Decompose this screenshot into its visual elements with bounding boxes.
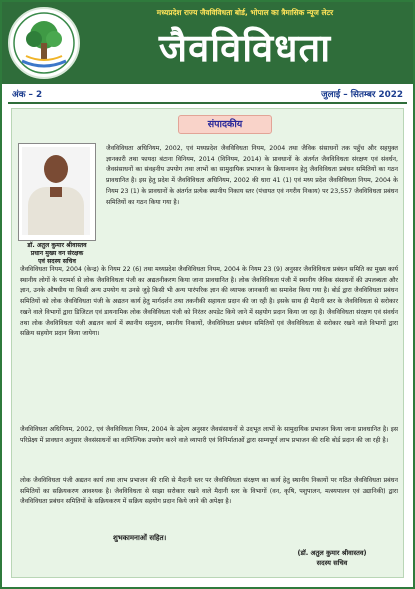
board-logo-icon <box>8 7 80 79</box>
caption-designation: प्रधान मुख्य वन संरक्षक <box>30 250 84 258</box>
caption-name: डॉ. अतुल कुमार श्रीवास्तव <box>27 242 87 249</box>
editorial-heading: संपादकीय <box>178 115 272 134</box>
newsletter-tagline: मध्यप्रदेश राज्य जैवविविधता बोर्ड, भोपाल का त्रैमासिक न्यूज लेटर <box>156 8 334 17</box>
signature-title: सदस्य सचिव <box>316 559 348 567</box>
signature-name: (डॉ. अतुल कुमार श्रीवास्तव) <box>297 549 367 557</box>
editorial-paragraph: जैवविविधता अधिनियम, 2002, एवं मध्यप्रदेश जैवविविधता नियम, 2004 तथा जैविक संसाधनों तक पहुँच और सहयुक्त ज्ञानकारी तथा फायदा बंटाना विनियम, 2014 (विनियम, 2014) के प्रावधानों के अंतर्गत जैवविविधता संरक्षण एवं संवर्धन, जैवसंसाधनों का संवहनीय उपयोग तथा लाभों का सामुदायिक प्रभाजन के क्रियान्वयन हेतु जैवविविधता प्रबंधन समितियों का गठन प्रावधानित है। इस हेतु प्रदेश में जैवविविधता अधिनियम, 2002 की धारा 41 (1) एवं मध्य प्रदेश जैवविविधता नियम, 2004 के नियम 23 (1) के प्रावधानों के अंतर्गत प्रत्येक स्थानीय निकाय स्तर (पंचायत एवं नगरीय निकाय) पर 23,557 जैवविविधता प्रबंधन समितियों का गठन किया गया है। <box>106 145 398 206</box>
newsletter-title: जैवविविधता <box>158 26 332 70</box>
author-photo-collar <box>50 187 62 197</box>
tree-globe-icon <box>10 9 78 77</box>
editorial-paragraph: लोक जैवविविधता पंजी अद्यतन कार्य तथा लाभ प्रभाजन की राशि से मैदानी स्तर पर जैवविविधता संरक्षण का कार्य हेतु स्थानीय निकायों पर गठित जैवविविधता प्रबंधन समितियों का सक्रियकरण आवश्यक है। जैवविविधता से साझा सरोकार रखने वाले मैदानी स्तर के विभागों (वन, कृषि, पशुपालन, मत्स्यपालन एवं उद्यानिकी) द्वारा जैवविविधता प्रबंधन समितियों के सक्रियकरण में सक्रिय सहयोग प्रदान किये जाने की अपेक्षा है। <box>20 477 398 506</box>
author-photo-caption <box>16 242 98 267</box>
caption-role: एवं सदस्य सचिव <box>38 258 76 266</box>
issue-number: अंक – 2 <box>12 90 43 100</box>
issue-divider <box>8 102 407 104</box>
closing-greeting: शुभकामनाओं सहित। <box>113 534 167 542</box>
issue-bar <box>8 87 407 103</box>
author-photo <box>22 147 90 235</box>
issue-period: जुलाई – सितम्बर 2022 <box>321 90 403 100</box>
editorial-paragraph: जैवविविधता अधिनियम, 2002, एवं जैवविविधता नियम, 2004 के उद्देश्य अनुसार जैवसंसाधनों से उदभूत लाभों के सामुदायिक प्रभाजन किया जाना प्रावधानित है। इस परिप्रेक्ष्य में प्रावधान अनुसार जैवसंसाधनों का वाणिज्यिक उपयोग करने वाले व्यापारी एवं विनिर्माताओं द्वारा साम्यपूर्ण लाभ प्रभाजन की राशि बोर्ड प्रदान की जा रही है। <box>20 426 398 444</box>
author-photo-head <box>44 155 68 183</box>
editorial-paragraph: जैवविविधता नियम, 2004 (केन्द्र) के नियम 22 (6) तथा मध्यप्रदेश जैवविविधता नियम, 2004 के नियम 23 (9) अनुसार जैवविविधता प्रबंधन समिति का मुख्य कार्य स्थानीय लोगों के परामर्श से लोक जैवविविधता पंजी का अद्यतनीकरण किया जाना प्रावधानित है। लोक जैवविविधता पंजी में स्थानीय जैविक संसाधनों की उपलब्धता और ज्ञान, उनके औषधीय या किसी अन्य उपयोग या उनसे जुड़े किसी भी अन्य पारंपरिक ज्ञान की व्यापक जानकारी का समावेश किया गया है। बोर्ड द्वारा जैवविविधता प्रबंधन समितियों को लोक जैवविविधता पंजी के अद्यतन कार्य हेतु मार्गदर्शन तथा तकनीकी सहायता प्रदान की जा रही है। इसके साथ ही मैदानी स्तर के जैवविविधता से सरोकार रखने वाले विभागों द्वारा डिजिटल एवं डायनामिक लोक जैवविविधता पंजी को निरंतर अपडेट किये जाने में सहयोग प्रदान किया जा रहा है। जैवविविधता संरक्षण एवं संवर्धन तथा लोक जैवविविधता पंजी अद्यतन कार्य में स्थानीय समुदाय, स्थानीय निकायों, जैवविविधता प्रबंधन समितियों एवं जैवविविधता से सरोकार रखने वाले विभागों द्वारा सक्रिय सहयोग प्रदान किया जायेगा। <box>20 266 398 338</box>
masthead-banner <box>2 2 413 84</box>
